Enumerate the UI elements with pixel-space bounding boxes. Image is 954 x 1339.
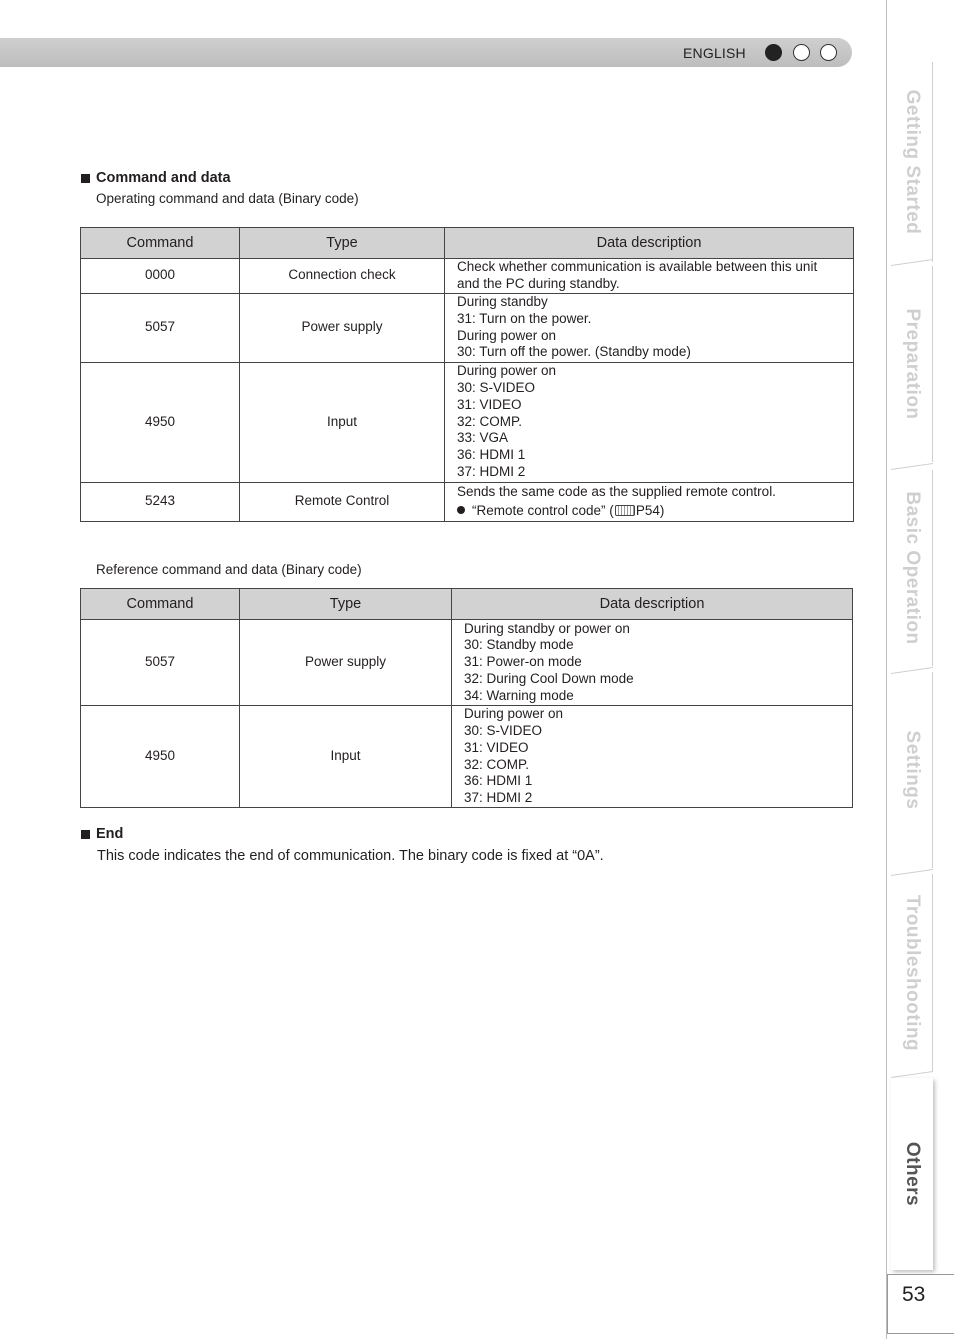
square-bullet-icon (81, 174, 90, 183)
bullet-text: “Remote control code” ( (472, 502, 614, 518)
type-cell: Connection check (240, 259, 445, 294)
table-row (81, 620, 853, 706)
type-cell: Input (240, 706, 452, 808)
type-cell: Input (240, 362, 445, 482)
description-line: 34: Warning mode (464, 687, 574, 703)
table-header-row (81, 228, 854, 259)
description-line: 33: VGA (457, 430, 509, 446)
command-cell: 0000 (81, 259, 240, 294)
type-cell: Power supply (240, 293, 445, 362)
end-section-text: This code indicates the end of communication. The binary code is fixed at “0A”. (97, 848, 604, 864)
description-line: 37: HDMI 2 (457, 464, 526, 480)
type-cell: Power supply (240, 620, 452, 706)
progress-dot-empty (820, 44, 837, 61)
description-line: 32: COMP. (464, 756, 530, 772)
tab-preparation[interactable] (891, 266, 933, 462)
command-cell: 5243 (81, 482, 240, 521)
side-border (886, 0, 887, 1339)
header-command: Command (81, 228, 240, 259)
description-cell (445, 362, 854, 482)
bullet-icon (457, 506, 465, 514)
command-cell: 4950 (81, 706, 240, 808)
description-line: 37: HDMI 2 (464, 790, 533, 806)
description-line: 32: During Cool Down mode (464, 670, 634, 686)
tab-divider (891, 463, 933, 470)
bullet-line (457, 503, 847, 520)
description-cell (445, 293, 854, 362)
tab-settings[interactable] (891, 672, 933, 868)
command-section-heading (81, 170, 231, 186)
tab-basic-operation[interactable] (891, 470, 933, 666)
table-header-row (81, 589, 853, 620)
description-cell (452, 620, 853, 706)
table-row (81, 482, 854, 521)
tab-label: Getting Started (901, 89, 923, 235)
language-label: ENGLISH (683, 45, 746, 61)
tab-label: Troubleshooting (901, 894, 923, 1052)
tab-troubleshooting[interactable] (891, 874, 933, 1072)
reference-command-table (80, 588, 853, 808)
tab-label: Others (902, 1141, 923, 1207)
table-row (81, 259, 854, 294)
page-number: 53 (902, 1283, 926, 1306)
header-data-description: Data description (452, 589, 853, 620)
table-row (81, 293, 854, 362)
table-row (81, 706, 853, 808)
operating-caption: Operating command and data (Binary code) (96, 191, 359, 206)
description-line: Sends the same code as the supplied remote control. (457, 483, 776, 499)
page-reference[interactable]: P54) (635, 502, 665, 518)
square-bullet-icon (81, 830, 90, 839)
command-section-title: Command and data (96, 170, 231, 186)
end-section-title: End (96, 826, 124, 842)
description-line: 36: HDMI 1 (464, 773, 533, 789)
operating-command-table (80, 227, 854, 522)
tab-getting-started[interactable] (891, 62, 933, 262)
description-line: 30: S-VIDEO (457, 380, 536, 396)
progress-dot-empty (793, 44, 810, 61)
description-line: During power on (464, 706, 564, 722)
description-line: 32: COMP. (457, 413, 523, 429)
header-type: Type (240, 228, 445, 259)
tab-label: Basic Operation (901, 491, 923, 645)
command-cell: 5057 (81, 293, 240, 362)
reference-caption: Reference command and data (Binary code) (96, 562, 362, 577)
description-line: During standby or power on (464, 620, 630, 636)
table-row (81, 362, 854, 482)
description-line: 30: Turn off the power. (Standby mode) (457, 344, 691, 360)
description-line: 31: VIDEO (457, 396, 522, 412)
book-reference-icon (615, 505, 635, 516)
description-line: 31: VIDEO (464, 739, 529, 755)
description-line: 36: HDMI 1 (457, 447, 526, 463)
description-line: 31: Power-on mode (464, 654, 582, 670)
header-command: Command (81, 589, 240, 620)
header-type: Type (240, 589, 452, 620)
command-cell: 5057 (81, 620, 240, 706)
tab-divider (891, 1071, 933, 1078)
tab-label: Settings (901, 730, 923, 810)
description-line: During power on (457, 327, 557, 343)
description-line: During power on (457, 363, 557, 379)
description-cell (445, 259, 854, 294)
description-line: 31: Turn on the power. (457, 310, 592, 326)
end-section-heading (81, 826, 123, 842)
description-line: 30: Standby mode (464, 637, 574, 653)
progress-dot-filled (765, 44, 782, 61)
description-line: and the PC during standby. (457, 275, 620, 291)
tab-label: Preparation (901, 308, 923, 420)
description-line: Check whether communication is available between this unit (457, 259, 818, 274)
description-cell (452, 706, 853, 808)
tab-others[interactable] (891, 1078, 933, 1270)
header-data-description: Data description (445, 228, 854, 259)
type-cell: Remote Control (240, 482, 445, 521)
description-cell (445, 482, 854, 521)
description-line: 30: S-VIDEO (464, 722, 543, 738)
command-cell: 4950 (81, 362, 240, 482)
description-line: During standby (457, 294, 548, 309)
